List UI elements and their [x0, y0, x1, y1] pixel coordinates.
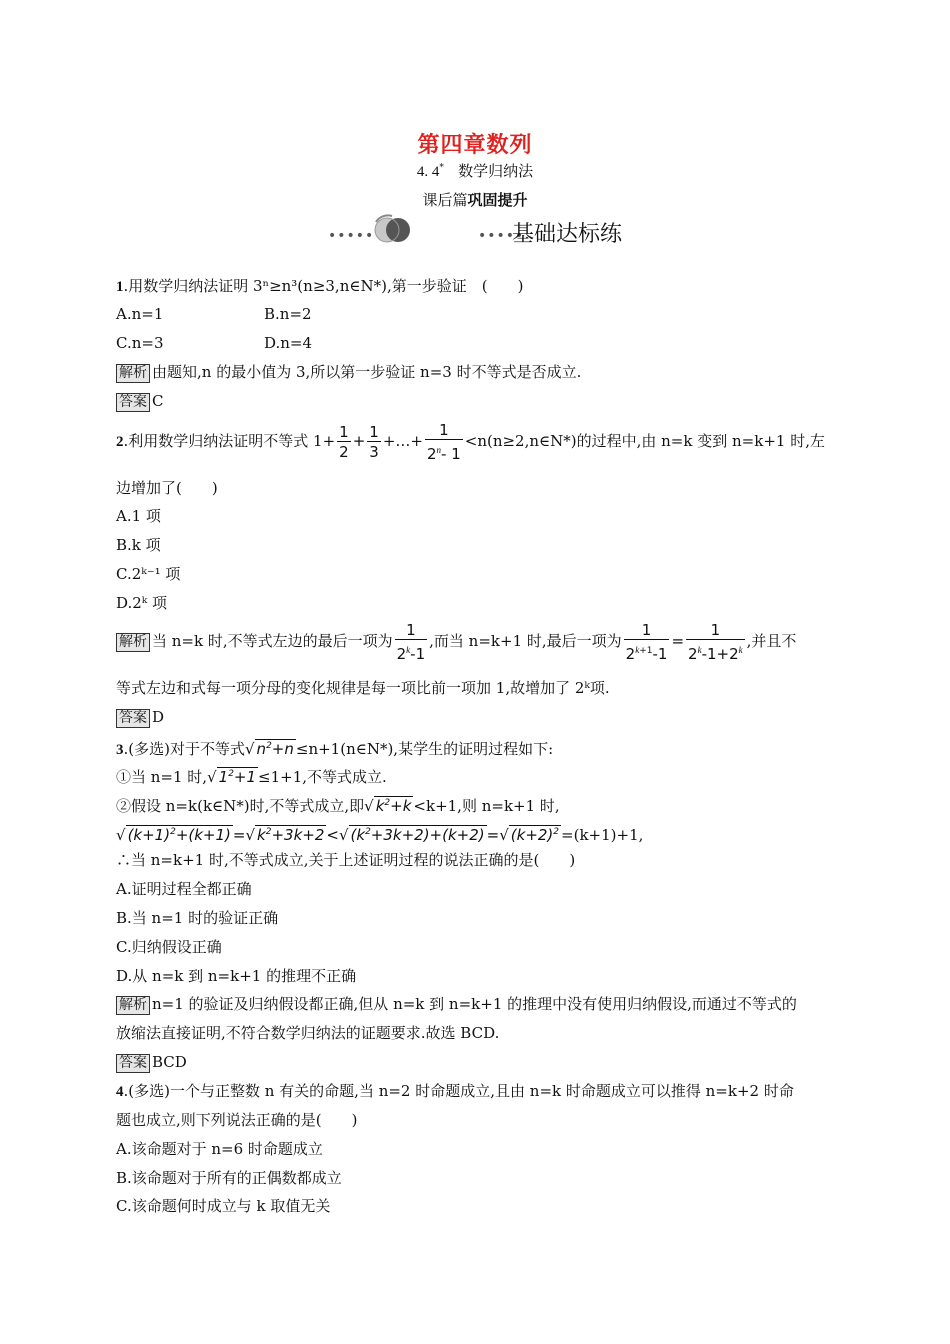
sqrt-1-1: √ $1^2+1$: [207, 768, 257, 786]
q3-step2-b: <k+1,则 n=k+1 时,: [413, 797, 560, 815]
q3-option-b: B.当 n=1 时的验证正确: [116, 909, 279, 927]
fraction-last-term: $\frac{1}{2^n- 1}$: [426, 420, 461, 463]
q3-step2: [116, 792, 560, 817]
q2-analysis-a: 当 n=k 时,不等式左边的最后一项为: [152, 632, 393, 650]
answer-tag: 答案: [116, 1054, 150, 1073]
chapter-title: 第四章数列: [417, 133, 533, 158]
double-circle-icon: [368, 214, 422, 246]
sqrt-k2-k: √ $k^2+k$: [364, 797, 412, 815]
q1-stem: [116, 276, 523, 297]
q3-analysis-2: 放缩法直接证明,不符合数学归纳法的证题要求.故选 BCD.: [116, 1024, 500, 1042]
q2-option-d: D.2ᵏ 项: [116, 594, 168, 612]
q4-text-1: .(多选)一个与正整数 n 有关的命题,当 n=2 时命题成立,且由 n=k 时命题成立可以推得 n=k+2 时命: [123, 1082, 794, 1100]
sqrt-expr-1: √ $(k+1)^2+(k+1)$: [116, 826, 231, 844]
q2-analysis: 解析 当 n=k 时,不等式左边的最后一项为 $\frac{1}{2^k-1}$ ,而当 n=k+1 时,最后一项为 $\frac{1}{2^{k+1}-1}$ = $\frac{1}{2^k-1+2^k}$ ,并且不: [116, 619, 796, 664]
q1-text: .用数学归纳法证明 3ⁿ≥n³(n≥3,n∈N*),第一步验证 ( ): [123, 277, 524, 295]
q2-analysis-d: 等式左边和式每一项分母的变化规律是每一项比前一项加 1,故增加了 2ᵏ项.: [116, 679, 610, 697]
analysis-tag: 解析: [116, 633, 150, 652]
sqrt-expr-2: √ $k^2+3k+2$: [245, 826, 325, 844]
section-name: 数学归纳法: [458, 162, 534, 180]
q3-formula: √ $(k+1)^2+(k+1)$ =√ $k^2+3k+2$ <√ $(k^2+3k+2)+(k+2)$ =√ $(k+2)^2 =(k+1)+1$,: [116, 821, 643, 846]
fraction-k-term: $\frac{1}{2^k-1}$: [396, 620, 426, 663]
q2-analysis-b: ,而当 n=k+1 时,最后一项为: [429, 632, 622, 650]
q2-number: 2: [116, 434, 124, 450]
q4-number: 4: [116, 1084, 124, 1100]
q1-analysis-text: 由题知,n 的最小值为 3,所以第一步验证 n=3 时不等式是否成立.: [152, 363, 582, 381]
section-title: [0, 160, 950, 181]
q2-option-a: A.1 项: [116, 507, 161, 525]
section-star: *: [439, 163, 444, 173]
q4-option-a: A.该命题对于 n=6 时命题成立: [116, 1140, 323, 1158]
q3-step1-a: ①当 n=1 时,: [116, 768, 208, 786]
q1-option-b: B.n=2: [264, 305, 312, 323]
q1-option-a: A.n=1: [116, 305, 164, 323]
q3-stem: [116, 735, 553, 761]
q2-text-a: .利用数学归纳法证明不等式 1+: [123, 432, 336, 450]
q2-text-c: <n(n≥2,n∈N*)的过程中,由 n=k 变到 n=k+1 时,左: [464, 432, 825, 450]
fraction-half: $\frac{1}{2}$: [339, 422, 349, 461]
sqrt-expr-4: √ $(k+2)^2$: [499, 826, 560, 844]
q3-step1: [116, 763, 387, 788]
q4-option-c: C.该命题何时成立与 k 取值无关: [116, 1197, 331, 1215]
fraction-third: $\frac{1}{3}$: [369, 422, 379, 461]
q3-answer: [116, 1052, 187, 1073]
sqrt-n2-n: √ $n^2+n$: [244, 740, 294, 758]
q1-answer: [116, 391, 163, 412]
section-number: 4. 4: [416, 164, 440, 180]
q4-stem: [116, 1081, 794, 1102]
q1-answer-text: C: [152, 392, 164, 410]
banner-dots-left: •••••: [328, 228, 375, 244]
q2-answer: [116, 707, 164, 728]
fraction-k1-term: $\frac{1}{2^{k+1}-1}$: [625, 620, 668, 663]
fraction-expanded-term: $\frac{1}{2^k-1+2^k}$: [688, 620, 743, 663]
analysis-tag: 解析: [116, 364, 150, 383]
q3-step2-a: ②假设 n=k(k∈N*)时,不等式成立,即: [116, 797, 365, 815]
section-banner: [320, 214, 640, 250]
q1-analysis: [116, 362, 581, 383]
banner-dots-right: •••••: [478, 228, 525, 244]
q2-option-b: B.k 项: [116, 536, 161, 554]
q2-text-d: 边增加了( ): [116, 479, 218, 497]
q3-analysis-1: n=1 的验证及归纳假设都正确,但从 n=k 到 n=k+1 的推理中没有使用归纳假设,而通过不等式的: [152, 995, 797, 1013]
answer-tag: 答案: [116, 709, 150, 728]
after-prefix: 课后篇: [422, 191, 468, 209]
after-bold: 巩固提升: [467, 191, 528, 209]
q3-step1-b: ≤1+1,不等式成立.: [258, 768, 387, 786]
analysis-tag: 解析: [116, 996, 150, 1015]
q1-number: 1: [116, 279, 124, 295]
q3-conclusion: ∴当 n=k+1 时,不等式成立,关于上述证明过程的说法正确的是( ): [116, 851, 576, 869]
q3-formula-tail: =(k+1)+1,: [561, 826, 644, 844]
q3-option-d: D.从 n=k 到 n=k+1 的推理不正确: [116, 967, 357, 985]
q2-stem: 2.利用数学归纳法证明不等式 1+ $\frac{1}{2}$ + $\frac{1}{3}$ +…+ $\frac{1}{2^n- 1}$ <n(n≥2,n∈N*)的过程中,由 n=k 变到 n=k+1 时,左: [116, 420, 825, 463]
sqrt-expr-3: √ $(k^2+3k+2)+(k+2)$: [338, 826, 485, 844]
q1-option-c: C.n=3: [116, 334, 164, 352]
q3-text-a: .(多选)对于不等式: [123, 740, 245, 758]
q4-text-2: 题也成立,则下列说法正确的是( ): [116, 1111, 358, 1129]
banner-title: 基础达标练: [512, 222, 623, 247]
after-class-title: [0, 189, 950, 210]
q3-analysis: [116, 994, 797, 1015]
q2-answer-text: D: [152, 708, 165, 726]
answer-tag: 答案: [116, 393, 150, 412]
q2-analysis-c: ,并且不: [746, 632, 797, 650]
q3-number: 3: [116, 742, 124, 758]
q1-option-d: D.n=4: [264, 334, 313, 352]
q4-option-b: B.该命题对于所有的正偶数都成立: [116, 1169, 342, 1187]
q3-answer-text: BCD: [152, 1053, 187, 1071]
q2-text-b: +…+: [382, 432, 423, 450]
q3-text-b: ≤n+1(n∈N*),某学生的证明过程如下:: [295, 740, 554, 758]
q3-option-a: A.证明过程全都正确: [116, 880, 252, 898]
q3-option-c: C.归纳假设正确: [116, 938, 222, 956]
q2-option-c: C.2ᵏ⁻¹ 项: [116, 565, 181, 583]
